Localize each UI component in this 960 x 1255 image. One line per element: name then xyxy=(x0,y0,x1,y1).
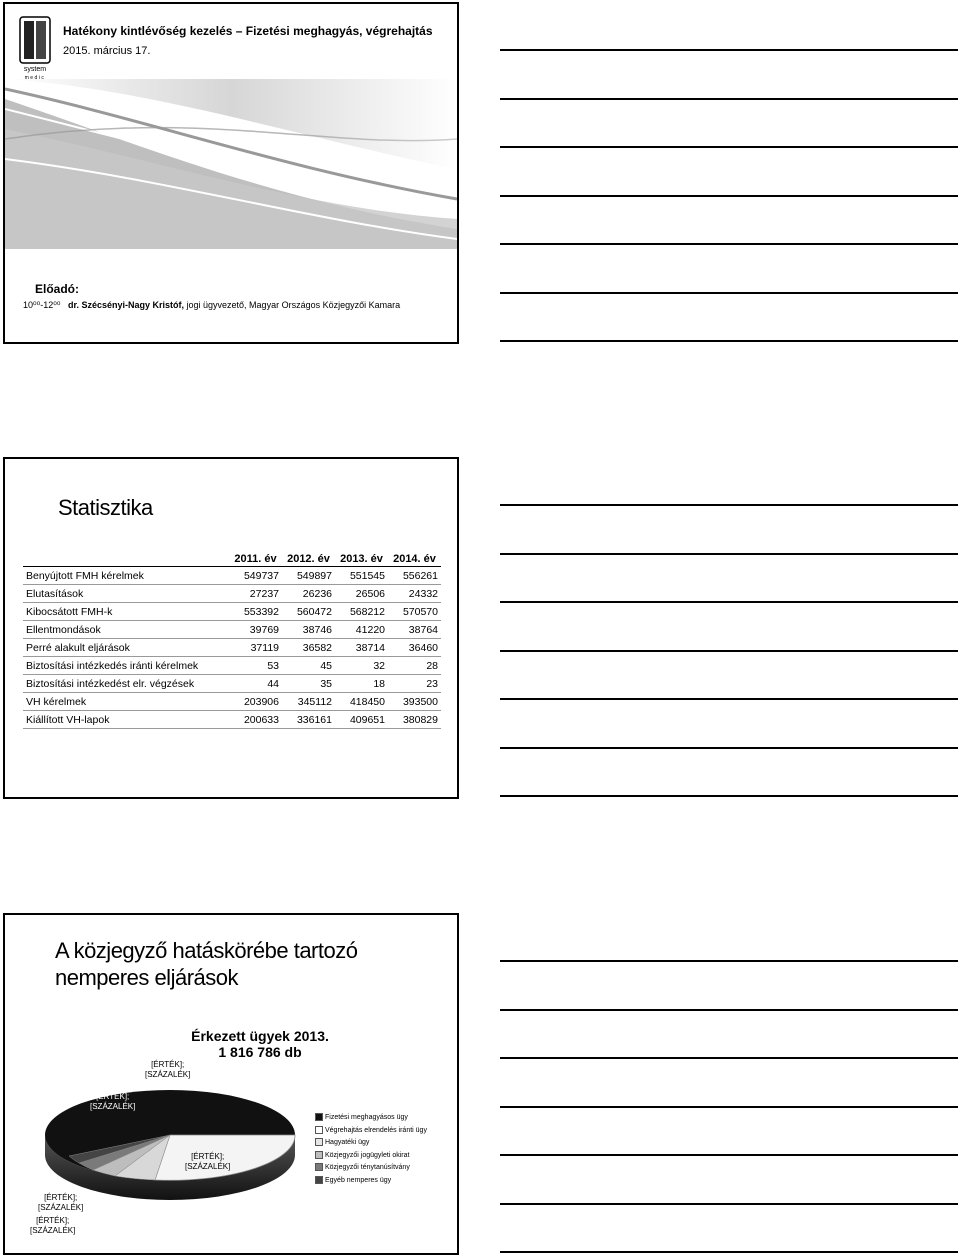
slide-title: Statisztika xyxy=(58,495,153,520)
cell-value: 45 xyxy=(282,657,335,675)
statistics-slide xyxy=(3,457,459,799)
legend-swatch xyxy=(315,1176,323,1184)
table-header-row xyxy=(23,553,441,567)
cell-value: 553392 xyxy=(229,603,282,621)
table-row xyxy=(23,657,441,675)
data-label-1: [ÉRTÉK]; [SZÁZALÉK] xyxy=(145,1060,191,1079)
cell-value: 556261 xyxy=(388,567,441,585)
legend-item xyxy=(315,1112,427,1125)
presenter-name: dr. Szécsényi-Nagy Kristóf, xyxy=(67,300,185,310)
cell-value: 203906 xyxy=(229,693,282,711)
note-line xyxy=(500,1106,958,1108)
presenter-role: jogi ügyvezető, Magyar Országos Közjegyzői Kamara xyxy=(184,300,401,310)
cell-value: 568212 xyxy=(335,603,388,621)
note-line xyxy=(500,146,958,148)
chart-title-line1: Érkezett ügyek 2013. xyxy=(191,1028,329,1044)
cell-value: 200633 xyxy=(229,711,282,729)
note-line xyxy=(500,698,958,700)
cell-value: 39769 xyxy=(229,621,282,639)
row-label: Biztosítási intézkedést elr. végzések xyxy=(23,675,229,693)
cell-value: 23 xyxy=(388,675,441,693)
legend-item xyxy=(315,1125,427,1138)
table-row xyxy=(23,693,441,711)
legend-swatch xyxy=(315,1113,323,1121)
table-row xyxy=(23,585,441,603)
column-header: 2012. év xyxy=(282,553,335,567)
note-line xyxy=(500,960,958,962)
slide-title: A közjegyző hatáskörébe tartozó nemperes eljárások xyxy=(55,938,358,990)
cell-value: 37119 xyxy=(229,639,282,657)
cell-value: 570570 xyxy=(388,603,441,621)
legend-item xyxy=(315,1175,427,1188)
cell-value: 549737 xyxy=(229,567,282,585)
cell-value: 44 xyxy=(229,675,282,693)
legend-label: Egyéb nemperes ügy xyxy=(325,1176,392,1184)
note-line xyxy=(500,504,958,506)
presenter-line xyxy=(23,300,400,311)
cell-value: 26506 xyxy=(335,585,388,603)
presenter-label: Előadó: xyxy=(35,282,79,296)
note-line xyxy=(500,650,958,652)
row-label: Kibocsátott FMH-k xyxy=(23,603,229,621)
note-line xyxy=(500,553,958,555)
cell-value: 549897 xyxy=(282,567,335,585)
cell-value: 53 xyxy=(229,657,282,675)
table-row xyxy=(23,639,441,657)
svg-text:medic: medic xyxy=(24,75,46,81)
legend-swatch xyxy=(315,1163,323,1171)
cell-value: 38746 xyxy=(282,621,335,639)
cell-value: 18 xyxy=(335,675,388,693)
row-label: Biztosítási intézkedés iránti kérelmek xyxy=(23,657,229,675)
cell-value: 38714 xyxy=(335,639,388,657)
presentation-date: 2015. március 17. xyxy=(63,45,151,57)
note-line xyxy=(500,292,958,294)
row-label: Elutasítások xyxy=(23,585,229,603)
table-row xyxy=(23,675,441,693)
row-label: VH kérelmek xyxy=(23,693,229,711)
note-line xyxy=(500,1251,958,1253)
note-line xyxy=(500,1009,958,1011)
cell-value: 38764 xyxy=(388,621,441,639)
note-line xyxy=(500,340,958,342)
cell-value: 393500 xyxy=(388,693,441,711)
cell-value: 35 xyxy=(282,675,335,693)
cell-value: 551545 xyxy=(335,567,388,585)
cell-value: 27237 xyxy=(229,585,282,603)
legend-item xyxy=(315,1150,427,1163)
table-row xyxy=(23,603,441,621)
chart-title-line2: 1 816 786 db xyxy=(218,1044,302,1060)
system-medic-logo xyxy=(19,16,51,82)
cell-value: 32 xyxy=(335,657,388,675)
legend-label: Fizetési meghagyásos ügy xyxy=(325,1114,408,1121)
cell-value: 345112 xyxy=(282,693,335,711)
cell-value: 41220 xyxy=(335,621,388,639)
cell-value: 418450 xyxy=(335,693,388,711)
chart-title xyxy=(155,1028,365,1060)
decorative-swirl xyxy=(5,79,457,249)
header-blank xyxy=(23,553,229,567)
note-line xyxy=(500,98,958,100)
statistics-table xyxy=(23,553,441,729)
legend-label: Közjegyzői ténytanúsítvány xyxy=(325,1164,410,1171)
row-label: Benyújtott FMH kérelmek xyxy=(23,567,229,585)
chart-legend xyxy=(315,1112,427,1187)
legend-item xyxy=(315,1162,427,1175)
table-row xyxy=(23,711,441,729)
note-line xyxy=(500,747,958,749)
legend-label: Közjegyzői jogügyleti okirat xyxy=(325,1151,410,1159)
cell-value: 24332 xyxy=(388,585,441,603)
time-range: 10⁰⁰-12⁰⁰ xyxy=(23,300,61,310)
note-line xyxy=(500,49,958,51)
presentation-title: Hatékony kintlévőség kezelés – Fizetési meghagyás, végrehajtás xyxy=(63,24,433,38)
note-line xyxy=(500,243,958,245)
note-line xyxy=(500,795,958,797)
svg-text:system: system xyxy=(23,66,47,73)
cell-value: 409651 xyxy=(335,711,388,729)
data-label-3: [ÉRTÉK]; [SZÁZALÉK] xyxy=(185,1152,231,1171)
legend-swatch xyxy=(315,1151,323,1159)
cell-value: 26236 xyxy=(282,585,335,603)
legend-label: Hagyatéki ügy xyxy=(325,1139,370,1146)
cell-value: 336161 xyxy=(282,711,335,729)
nonlitigious-slide xyxy=(3,913,459,1255)
note-line xyxy=(500,195,958,197)
legend-swatch xyxy=(315,1138,323,1146)
cell-value: 36582 xyxy=(282,639,335,657)
row-label: Ellentmondások xyxy=(23,621,229,639)
title-slide xyxy=(3,2,459,344)
note-line xyxy=(500,1057,958,1059)
table-row xyxy=(23,567,441,585)
row-label: Perré alakult eljárások xyxy=(23,639,229,657)
legend-swatch xyxy=(315,1126,323,1134)
cell-value: 28 xyxy=(388,657,441,675)
note-line xyxy=(500,1203,958,1205)
column-header: 2014. év xyxy=(388,553,441,567)
table-row xyxy=(23,621,441,639)
note-line xyxy=(500,1154,958,1156)
data-label-2: [ÉRTÉK]; [SZÁZALÉK] xyxy=(90,1092,136,1111)
legend-item xyxy=(315,1137,427,1150)
cell-value: 380829 xyxy=(388,711,441,729)
cell-value: 36460 xyxy=(388,639,441,657)
data-label-5: [ÉRTÉK]; [SZÁZALÉK] xyxy=(30,1216,76,1235)
column-header: 2011. év xyxy=(229,553,282,567)
legend-label: Végrehajtás elrendelés iránti ügy xyxy=(325,1126,427,1134)
column-header: 2013. év xyxy=(335,553,388,567)
note-line xyxy=(500,601,958,603)
cell-value: 560472 xyxy=(282,603,335,621)
data-label-4: [ÉRTÉK]; [SZÁZALÉK] xyxy=(38,1193,84,1212)
row-label: Kiállított VH-lapok xyxy=(23,711,229,729)
